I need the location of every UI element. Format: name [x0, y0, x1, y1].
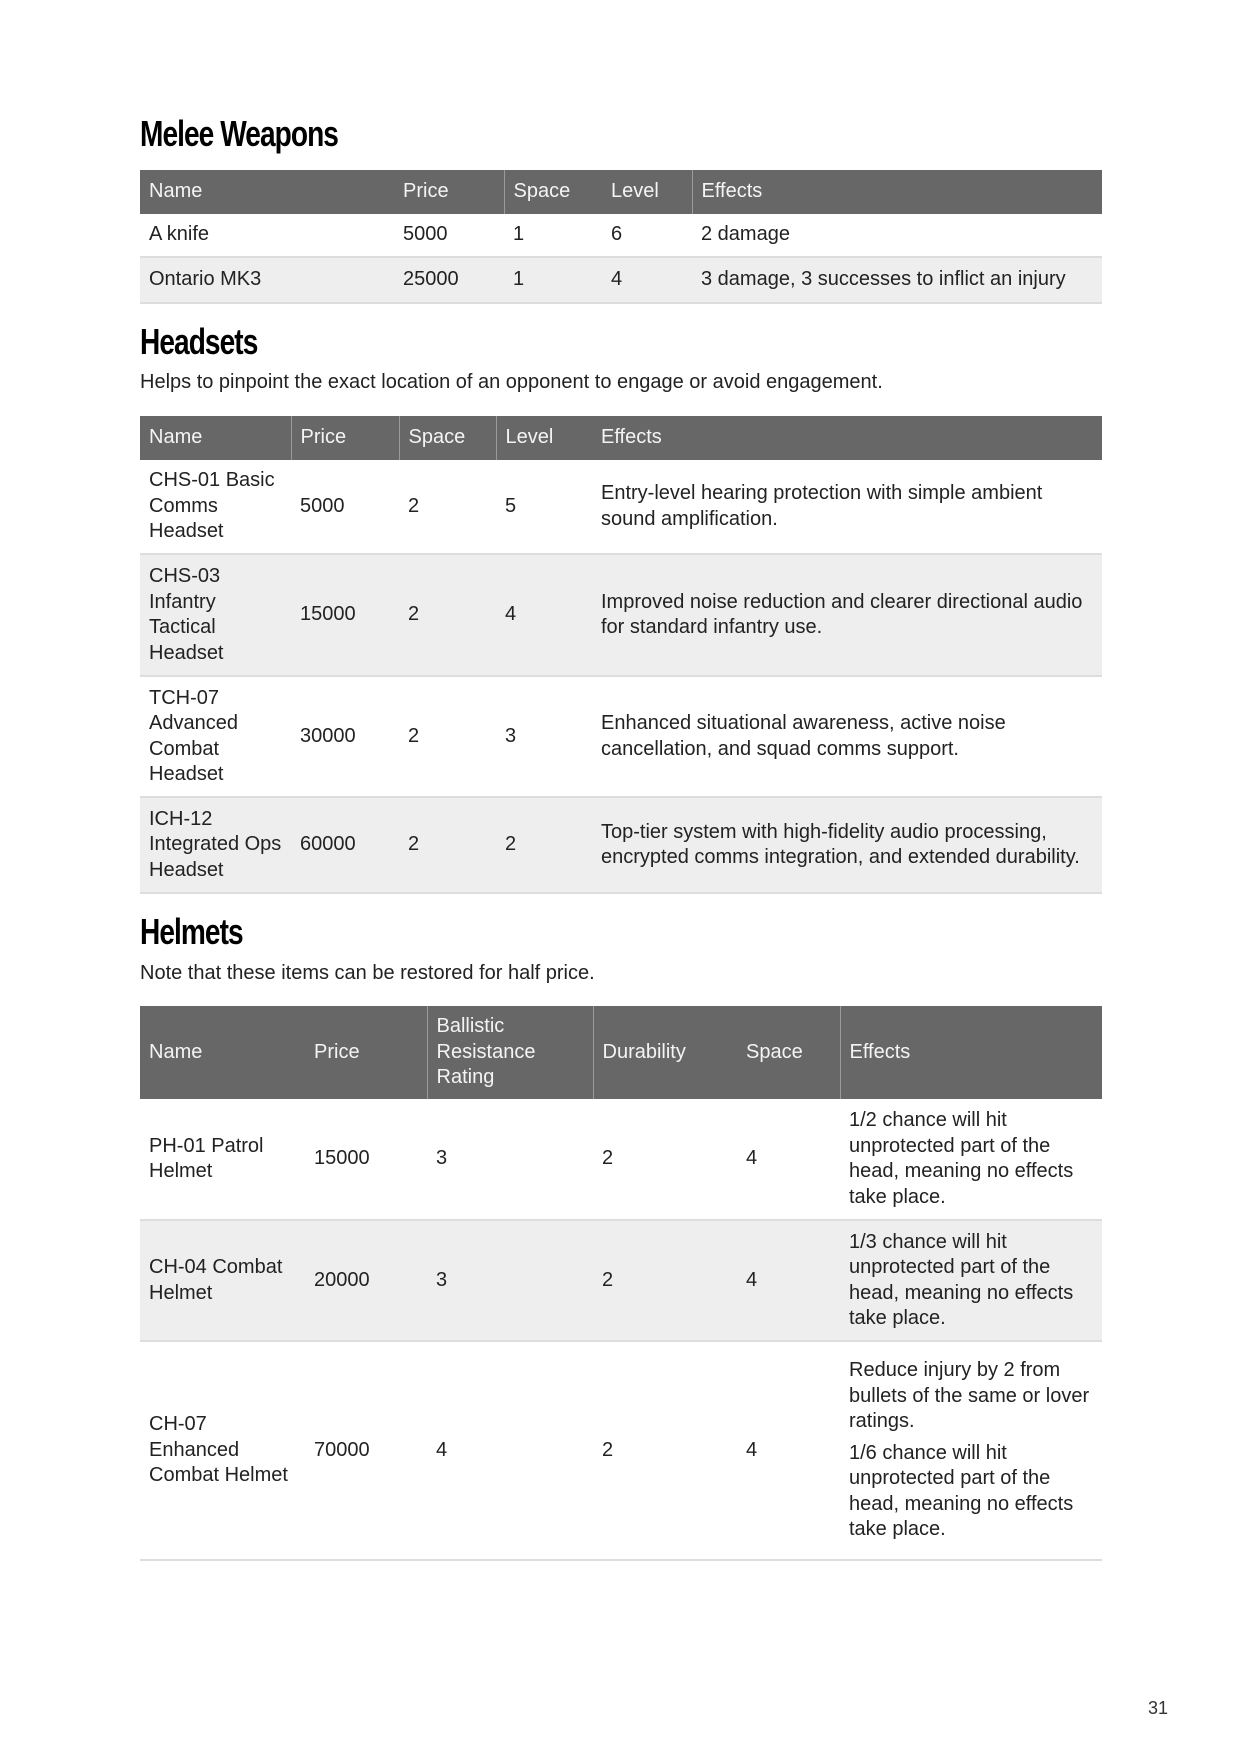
- item-durability: 2: [602, 1147, 614, 1170]
- item-level: 2: [496, 797, 592, 893]
- table-row: [140, 554, 1102, 676]
- item-space: 4: [746, 1438, 758, 1461]
- column-header-name: Name: [140, 1006, 305, 1099]
- column-header-effects: Effects: [592, 416, 1102, 460]
- item-space: 2: [399, 797, 496, 893]
- column-header-name: Name: [140, 170, 394, 214]
- item-name: TCH-07 Advanced Combat Headset: [149, 686, 238, 785]
- column-header-space: Space: [504, 170, 602, 214]
- effect-line: 1/2 chance will hit unprotected part of the head, meaning no effects take place.: [849, 1109, 1074, 1208]
- item-name: Ontario MK3: [140, 257, 394, 303]
- column-header-price: Price: [291, 416, 399, 460]
- table-row: [140, 1341, 1102, 1560]
- section-title-melee-weapons: Melee Weapons: [140, 113, 338, 154]
- item-effects: 2 damage: [701, 223, 790, 246]
- effect-line: Reduce injury by 2 from bullets of the same or lover ratings.: [849, 1359, 1090, 1433]
- item-name: CHS-01 Basic Comms Headset: [149, 469, 275, 543]
- item-effects: Entry-level hearing protection with simple ambient sound amplification.: [601, 482, 1043, 530]
- item-space: 4: [737, 1220, 840, 1341]
- item-price: 15000: [291, 554, 399, 676]
- item-effects: Improved noise reduction and clearer directional audio for standard infantry use.: [592, 554, 1102, 676]
- item-price: 30000: [300, 724, 356, 747]
- item-price: 60000: [291, 797, 399, 893]
- item-level: 4: [496, 554, 592, 676]
- item-name: CHS-03 Infantry Tactical Headset: [140, 554, 291, 676]
- effect-line: 1/6 chance will hit unprotected part of the head, meaning no effects take place.: [849, 1441, 1074, 1541]
- column-header-ballistic-resistance-rating: Ballistic Resistance Rating: [427, 1006, 593, 1099]
- item-space: 2: [408, 724, 420, 747]
- item-effects: [840, 1099, 1102, 1220]
- item-effects: 3 damage, 3 successes to inflict an injury: [692, 257, 1102, 303]
- item-effects: [840, 1220, 1102, 1341]
- table-row: [140, 797, 1102, 893]
- table-row: [140, 676, 1102, 797]
- column-header-durability: Durability: [593, 1006, 737, 1099]
- item-space: 1: [513, 223, 525, 246]
- table-row: [140, 460, 1102, 554]
- item-price: 15000: [314, 1147, 370, 1170]
- table-row: [140, 214, 1102, 257]
- item-name: PH-01 Patrol Helmet: [149, 1134, 264, 1182]
- table-row: [140, 257, 1102, 303]
- table-row: [140, 1220, 1102, 1341]
- effect-line: 1/3 chance will hit unprotected part of the head, meaning no effects take place.: [849, 1230, 1074, 1329]
- item-ballistic-rating: 4: [436, 1438, 448, 1461]
- section-title-headsets: Headsets: [140, 321, 258, 362]
- item-level: 5: [505, 494, 517, 517]
- item-durability: 2: [602, 1438, 614, 1461]
- item-space: 1: [504, 257, 602, 303]
- item-name: CH-04 Combat Helmet: [140, 1220, 305, 1341]
- item-name: CH-07 Enhanced Combat Helmet: [149, 1413, 288, 1487]
- item-name: A knife: [149, 223, 210, 246]
- column-header-space: Space: [737, 1006, 840, 1099]
- item-level: 4: [602, 257, 692, 303]
- item-price: 20000: [305, 1220, 427, 1341]
- column-header-effects: Effects: [840, 1006, 1102, 1099]
- item-price: 5000: [403, 223, 448, 246]
- item-effects: [840, 1341, 1102, 1560]
- table-row: [140, 1099, 1102, 1220]
- column-header-price: Price: [394, 170, 504, 214]
- item-ballistic-rating: 3: [436, 1147, 448, 1170]
- column-header-effects: Effects: [692, 170, 1102, 214]
- item-price: 70000: [314, 1438, 370, 1461]
- item-name: ICH-12 Integrated Ops Headset: [140, 797, 291, 893]
- item-ballistic-rating: 3: [427, 1220, 593, 1341]
- helmets-table: [140, 1006, 1102, 1561]
- column-header-space: Space: [399, 416, 496, 460]
- item-space: 4: [746, 1147, 758, 1170]
- column-header-level: Level: [496, 416, 592, 460]
- melee-weapons-table: [140, 170, 1102, 304]
- column-header-name: Name: [140, 416, 291, 460]
- headsets-table: [140, 416, 1102, 894]
- item-durability: 2: [593, 1220, 737, 1341]
- column-header-price: Price: [305, 1006, 427, 1099]
- section-description-headsets: Helps to pinpoint the exact location of an opponent to engage or avoid engagement.: [140, 371, 883, 393]
- item-price: 5000: [300, 494, 345, 517]
- item-space: 2: [399, 554, 496, 676]
- section-title-helmets: Helmets: [140, 911, 243, 952]
- item-effects: Enhanced situational awareness, active noise cancellation, and squad comms support.: [601, 712, 1006, 760]
- page-number: 31: [1148, 1698, 1169, 1718]
- item-price: 25000: [394, 257, 504, 303]
- item-effects: Top-tier system with high-fidelity audio processing, encrypted comms integration, and extended durability.: [592, 797, 1102, 893]
- column-header-level: Level: [602, 170, 692, 214]
- item-level: 3: [505, 724, 517, 747]
- item-level: 6: [611, 223, 623, 246]
- item-space: 2: [408, 494, 420, 517]
- section-description-helmets: Note that these items can be restored for half price.: [140, 962, 595, 984]
